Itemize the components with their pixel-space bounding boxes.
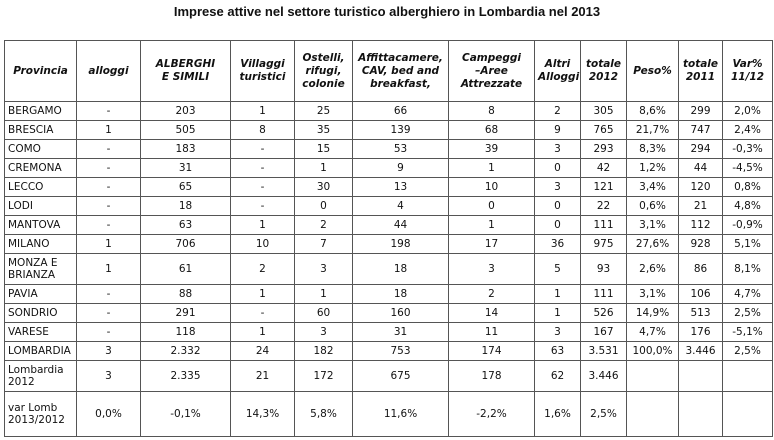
table-cell: 2,6% [627, 254, 679, 285]
col-header-affittacamere: Affittacamere, CAV, bed and breakfast, [353, 41, 449, 102]
table-cell: 176 [679, 323, 723, 342]
table-cell: 505 [141, 121, 231, 140]
table-cell: 1 [535, 285, 581, 304]
table-cell: 36 [535, 235, 581, 254]
table-cell: 765 [581, 121, 627, 140]
table-cell: 928 [679, 235, 723, 254]
table-cell: 5 [535, 254, 581, 285]
table-cell: 18 [353, 285, 449, 304]
table-cell: 22 [581, 197, 627, 216]
col-header-ostelli: Ostelli, rifugi, colonie [295, 41, 353, 102]
table-row [5, 235, 773, 254]
table-cell: 118 [141, 323, 231, 342]
table-cell: 1 [231, 323, 295, 342]
table-cell: 1 [231, 216, 295, 235]
table-cell: 3 [535, 178, 581, 197]
table-cell: 10 [231, 235, 295, 254]
table-cell: 111 [581, 285, 627, 304]
table-cell: 13 [353, 178, 449, 197]
row-label: COMO [5, 140, 77, 159]
table-cell: 1 [295, 285, 353, 304]
table-cell: 21 [231, 361, 295, 392]
table-cell: 8,6% [627, 102, 679, 121]
table-cell: 975 [581, 235, 627, 254]
table-cell: 305 [581, 102, 627, 121]
table-cell: 747 [679, 121, 723, 140]
table-cell: 44 [679, 159, 723, 178]
table-row [5, 323, 773, 342]
table-cell: 3 [77, 361, 141, 392]
table-cell: - [231, 197, 295, 216]
table-cell: 4 [353, 197, 449, 216]
table-cell: 7 [295, 235, 353, 254]
table-cell: 706 [141, 235, 231, 254]
row-label: BRESCIA [5, 121, 77, 140]
table-cell: 178 [449, 361, 535, 392]
table-cell: 2,4% [723, 121, 773, 140]
table-cell: 112 [679, 216, 723, 235]
table-cell: - [231, 178, 295, 197]
table-cell: 1 [295, 159, 353, 178]
table-cell: 2 [449, 285, 535, 304]
col-header-var: Var% 11/12 [723, 41, 773, 102]
table-cell: 2,5% [723, 342, 773, 361]
table-cell: -5,1% [723, 323, 773, 342]
table-cell: 120 [679, 178, 723, 197]
table-cell: 3.446 [581, 361, 627, 392]
table-cell: 35 [295, 121, 353, 140]
row-label: CREMONA [5, 159, 77, 178]
table-cell: - [77, 159, 141, 178]
table-cell: 160 [353, 304, 449, 323]
table-cell: 31 [353, 323, 449, 342]
table-cell: 18 [141, 197, 231, 216]
table-cell: 0 [535, 159, 581, 178]
table-cell: 8 [231, 121, 295, 140]
table-cell: 1 [231, 102, 295, 121]
table-cell: 8,3% [627, 140, 679, 159]
table-cell: 299 [679, 102, 723, 121]
table-cell: 68 [449, 121, 535, 140]
table-cell: 2,0% [723, 102, 773, 121]
table-cell [679, 392, 723, 437]
table-cell: 9 [535, 121, 581, 140]
row-label: PAVIA [5, 285, 77, 304]
table-cell: 66 [353, 102, 449, 121]
table-cell: 167 [581, 323, 627, 342]
table-cell: 24 [231, 342, 295, 361]
table-row [5, 254, 773, 285]
row-label: SONDRIO [5, 304, 77, 323]
table-cell: 3.531 [581, 342, 627, 361]
table-cell: 3,1% [627, 216, 679, 235]
table-cell: 14,9% [627, 304, 679, 323]
table-cell: 106 [679, 285, 723, 304]
table-cell: 42 [581, 159, 627, 178]
col-header-campeggi: Campeggi –Aree Attrezzate [449, 41, 535, 102]
table-cell [723, 361, 773, 392]
table-cell [627, 392, 679, 437]
table-row [5, 140, 773, 159]
row-label: MILANO [5, 235, 77, 254]
table-cell: 1 [449, 159, 535, 178]
table-cell: 1 [77, 235, 141, 254]
data-table [4, 40, 773, 437]
table-cell: 675 [353, 361, 449, 392]
table-cell: 2 [535, 102, 581, 121]
table-cell: 0 [449, 197, 535, 216]
table-cell: 139 [353, 121, 449, 140]
table-cell: -2,2% [449, 392, 535, 437]
row-label: MANTOVA [5, 216, 77, 235]
table-cell: - [77, 197, 141, 216]
table-cell: 121 [581, 178, 627, 197]
table-cell: 61 [141, 254, 231, 285]
table-cell: 4,7% [723, 285, 773, 304]
table-cell: 111 [581, 216, 627, 235]
table-cell: 21 [679, 197, 723, 216]
table-cell: 53 [353, 140, 449, 159]
table-cell: 39 [449, 140, 535, 159]
table-cell: 88 [141, 285, 231, 304]
table-cell: 513 [679, 304, 723, 323]
table-cell: - [77, 216, 141, 235]
row-label: LECCO [5, 178, 77, 197]
table-row [5, 392, 773, 437]
table-cell [679, 361, 723, 392]
row-label: VARESE [5, 323, 77, 342]
table-cell: 63 [535, 342, 581, 361]
table-cell: 0 [295, 197, 353, 216]
table-cell [627, 361, 679, 392]
table-cell: 2 [295, 216, 353, 235]
table-cell: 0,6% [627, 197, 679, 216]
table-cell: 3 [295, 323, 353, 342]
table-cell: 14 [449, 304, 535, 323]
table-cell: 3 [295, 254, 353, 285]
table-cell: - [231, 140, 295, 159]
table-cell: 25 [295, 102, 353, 121]
table-cell: 3 [535, 323, 581, 342]
table-cell: 18 [353, 254, 449, 285]
table-cell: 2.335 [141, 361, 231, 392]
table-cell: 3 [449, 254, 535, 285]
row-label: BERGAMO [5, 102, 77, 121]
table-row [5, 285, 773, 304]
table-cell: 60 [295, 304, 353, 323]
table-cell: 291 [141, 304, 231, 323]
table-cell: 1 [535, 304, 581, 323]
table-row [5, 342, 773, 361]
table-cell: 1 [449, 216, 535, 235]
table-cell: - [231, 159, 295, 178]
table-cell: 0 [535, 216, 581, 235]
row-label: Lombardia 2012 [5, 361, 77, 392]
table-cell: 3 [77, 342, 141, 361]
table-cell: 10 [449, 178, 535, 197]
col-header-altri-alloggi: Altri Alloggi [535, 41, 581, 102]
table-cell: -4,5% [723, 159, 773, 178]
table-cell: - [77, 304, 141, 323]
table-cell: 14,3% [231, 392, 295, 437]
table-row [5, 178, 773, 197]
table-cell: 4,8% [723, 197, 773, 216]
row-label: var Lomb 2013/2012 [5, 392, 77, 437]
row-label: MONZA E BRIANZA [5, 254, 77, 285]
table-cell: - [77, 285, 141, 304]
table-cell: 15 [295, 140, 353, 159]
table-cell: 174 [449, 342, 535, 361]
table-cell: 183 [141, 140, 231, 159]
table-cell: 1 [77, 254, 141, 285]
table-cell: 526 [581, 304, 627, 323]
table-cell: 30 [295, 178, 353, 197]
table-cell: 8,1% [723, 254, 773, 285]
table-cell: 2,5% [581, 392, 627, 437]
table-cell: 100,0% [627, 342, 679, 361]
table-row [5, 159, 773, 178]
table-cell: -0,1% [141, 392, 231, 437]
table-cell: - [77, 323, 141, 342]
table-cell: - [77, 178, 141, 197]
table-cell: 11 [449, 323, 535, 342]
table-row [5, 304, 773, 323]
table-cell: 11,6% [353, 392, 449, 437]
table-cell: 1 [77, 121, 141, 140]
table-cell: - [77, 140, 141, 159]
table-cell: - [231, 304, 295, 323]
table-cell: 86 [679, 254, 723, 285]
table-cell [723, 392, 773, 437]
table-cell: 3.446 [679, 342, 723, 361]
table-cell: 182 [295, 342, 353, 361]
table-cell: 93 [581, 254, 627, 285]
table-cell: 0,8% [723, 178, 773, 197]
table-cell: 172 [295, 361, 353, 392]
col-header-provincia: Provincia [5, 41, 77, 102]
table-cell: 21,7% [627, 121, 679, 140]
table-row [5, 121, 773, 140]
row-label: LODI [5, 197, 77, 216]
table-row [5, 216, 773, 235]
table-cell: 27,6% [627, 235, 679, 254]
table-cell: 63 [141, 216, 231, 235]
table-cell: 5,8% [295, 392, 353, 437]
table-row [5, 102, 773, 121]
table-cell: 44 [353, 216, 449, 235]
table-cell: 4,7% [627, 323, 679, 342]
table-cell: 1,2% [627, 159, 679, 178]
table-cell: 0,0% [77, 392, 141, 437]
table-cell: 62 [535, 361, 581, 392]
table-cell: 31 [141, 159, 231, 178]
table-cell: 2 [231, 254, 295, 285]
table-cell: 293 [581, 140, 627, 159]
table-row [5, 361, 773, 392]
table-cell: 203 [141, 102, 231, 121]
table-row [5, 197, 773, 216]
col-header-peso: Peso% [627, 41, 679, 102]
col-header-alloggi: alloggi [77, 41, 141, 102]
table-cell: 5,1% [723, 235, 773, 254]
table-cell: 3 [535, 140, 581, 159]
row-label: LOMBARDIA [5, 342, 77, 361]
table-cell: 294 [679, 140, 723, 159]
table-cell: 9 [353, 159, 449, 178]
table-cell: 1,6% [535, 392, 581, 437]
table-cell: 65 [141, 178, 231, 197]
col-header-totale-2012: totale 2012 [581, 41, 627, 102]
table-cell: 8 [449, 102, 535, 121]
table-cell: 3,4% [627, 178, 679, 197]
table-title: Imprese attive nel settore turistico alberghiero in Lombardia nel 2013 [173, 4, 601, 19]
table-cell: - [77, 102, 141, 121]
table-cell: 0 [535, 197, 581, 216]
table-cell: 753 [353, 342, 449, 361]
table-cell: 2.332 [141, 342, 231, 361]
table-cell: 1 [231, 285, 295, 304]
table-cell: -0,9% [723, 216, 773, 235]
header-row [5, 41, 773, 102]
table-cell: 17 [449, 235, 535, 254]
table-cell: 198 [353, 235, 449, 254]
table-cell: -0,3% [723, 140, 773, 159]
col-header-totale-2011: totale 2011 [679, 41, 723, 102]
table-cell: 3,1% [627, 285, 679, 304]
col-header-villaggi: Villaggi turistici [231, 41, 295, 102]
table-cell: 2,5% [723, 304, 773, 323]
col-header-alberghi: ALBERGHI E SIMILI [141, 41, 231, 102]
